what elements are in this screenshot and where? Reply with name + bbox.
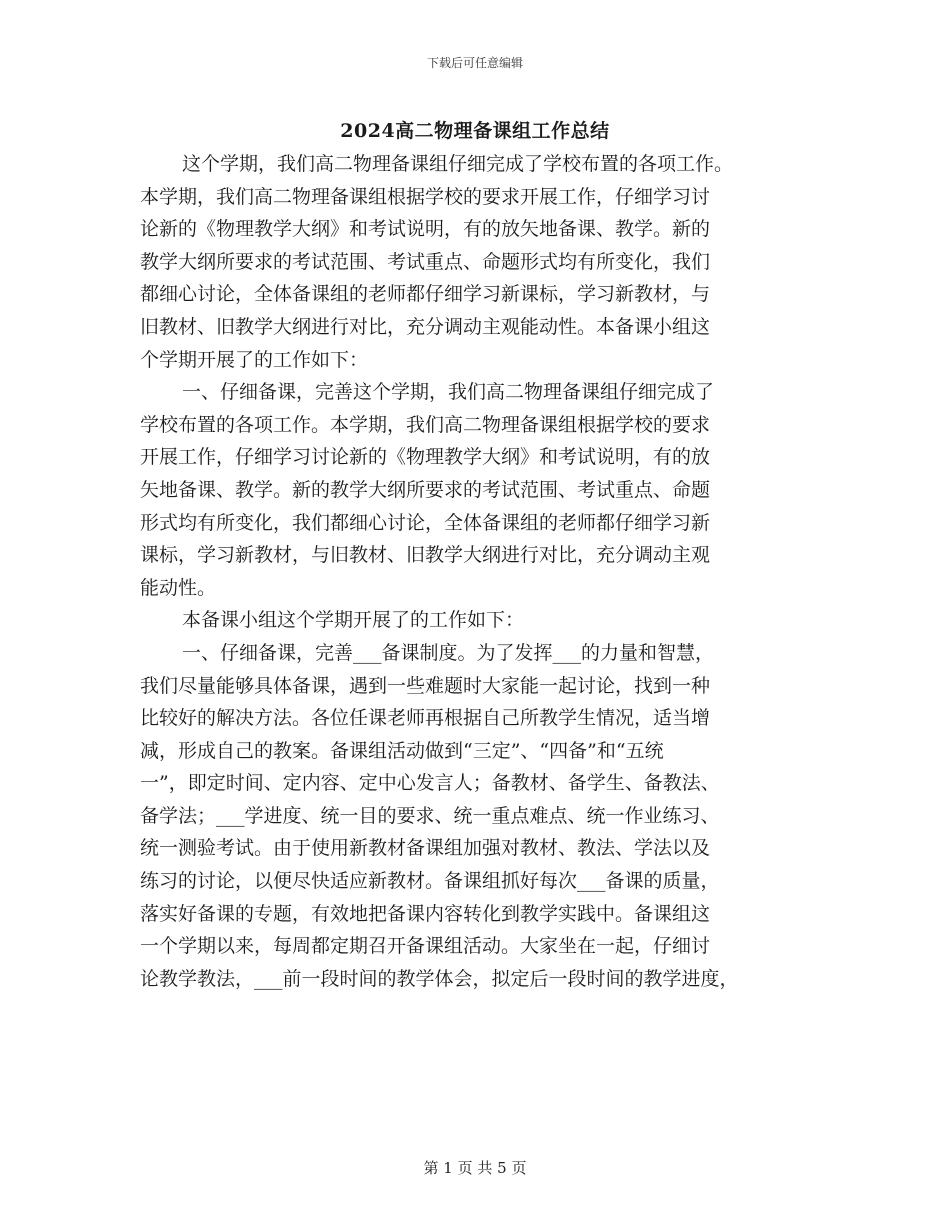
page-header-note: 下载后可任意编辑: [426, 56, 523, 70]
text-line: 教学大纲所要求的考试范围、考试重点、命题形式均有所变化，我们: [140, 250, 711, 273]
text-line: 本学期，我们高二物理备课组根据学校的要求开展工作，仔细学习讨: [140, 185, 711, 208]
text-line: 能动性。: [140, 576, 217, 599]
text-line: 落实好备课的专题，有效地把备课内容转化到教学实践中。备课组这: [140, 902, 711, 925]
text-line: 一个学期以来，每周都定期召开备课组活动。大家坐在一起，仔细讨: [140, 935, 711, 958]
text-line: 这个学期，我们高二物理备课组仔细完成了学校布置的各项工作。: [182, 153, 734, 175]
text-line: 比较好的解决方法。各位任课老师再根据自己所教学生情况，适当增: [140, 707, 711, 730]
document-title: 2024高二物理备课组工作总结: [340, 120, 610, 142]
text-line: 练习的讨论，以便尽快适应新教材。备课组抓好每次___备课的质量，: [140, 870, 720, 893]
text-line: 开展工作，仔细学习讨论新的《物理教学大纲》和考试说明，有的放: [140, 446, 711, 469]
text-line: 学校布置的各项工作。本学期，我们高二物理备课组根据学校的要求: [140, 413, 711, 436]
text-line: 形式均有所变化，我们都细心讨论，全体备课组的老师都仔细学习新: [140, 511, 711, 534]
text-line: 统一测验考试。由于使用新教材备课组加强对教材、教法、学法以及: [140, 837, 711, 860]
text-line: 备学法；___学进度、统一目的要求、统一重点难点、统一作业练习、: [140, 804, 720, 827]
text-line: 论新的《物理教学大纲》和考试说明，有的放矢地备课、教学。新的: [140, 218, 711, 241]
text-line: 一”，即定时间、定内容、定中心发言人；备教材、备学生、备教法、: [140, 772, 720, 795]
text-line: 论教学教法，___前一段时间的教学体会，拟定后一段时间的教学进度，: [140, 967, 739, 990]
text-line: 都细心讨论，全体备课组的老师都仔细学习新课标，学习新教材，与: [140, 283, 711, 306]
text-line: 本备课小组这个学期开展了的工作如下：: [182, 609, 525, 632]
text-line: 个学期开展了的工作如下：: [140, 348, 369, 371]
text-line: 矢地备课、教学。新的教学大纲所要求的考试范围、考试重点、命题: [140, 478, 711, 501]
text-line: 减，形成自己的教案。备课组活动做到“三定”、“四备”和“五统: [140, 739, 664, 762]
text-line: 课标，学习新教材，与旧教材、旧教学大纲进行对比，充分调动主观: [140, 544, 711, 567]
text-line: 一、仔细备课，完善___备课制度。为了发挥___的力量和智慧，: [182, 641, 715, 664]
document-body: [140, 148, 812, 995]
text-line: 旧教材、旧教学大纲进行对比，充分调动主观能动性。本备课小组这: [140, 315, 711, 338]
text-line: 我们尽量能够具体备课，遇到一些难题时大家能一起讨论，找到一种: [140, 674, 711, 697]
text-line: 一、仔细备课，完善这个学期，我们高二物理备课组仔细完成了: [182, 381, 715, 404]
page-number-footer: 第 1 页 共 5 页: [423, 1159, 527, 1177]
